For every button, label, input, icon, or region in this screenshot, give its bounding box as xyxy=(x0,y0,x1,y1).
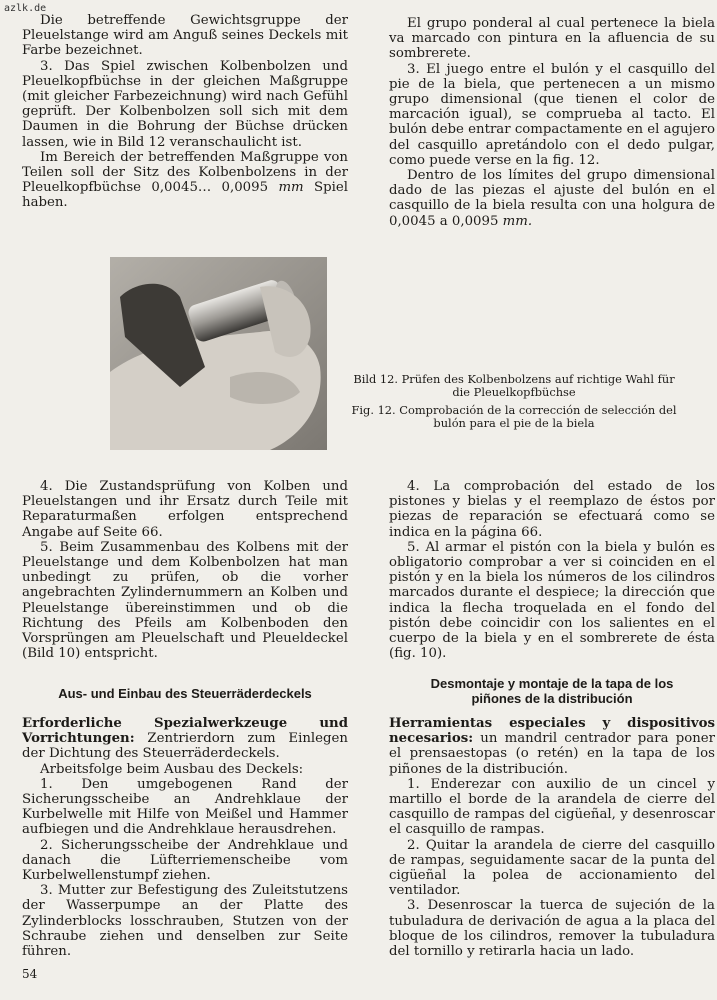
paragraph: 5. Al armar el pistón con la biela y bulón es obligatorio comprobar a ver si coinciden en el pistón y en la biela los números de los cilindros marcados durante el despiece; la dirección que indica la flecha troquelada en el fondo del pistón debe coincidir con los salientes en el cuerpo de la biela y en el sombrerete de ésta (fig. 10). xyxy=(389,539,715,662)
tools-paragraph: Erforderliche Spezialwerkzeuge und Vorrichtungen: Zentrierdorn zum Einlegen der Dichtung des Steuerräderdeckels. xyxy=(22,716,348,762)
top-right-text xyxy=(389,16,715,229)
watermark: azlk.de xyxy=(4,3,47,14)
paragraph: Arbeitsfolge beim Ausbau des Deckels: xyxy=(40,761,304,777)
paragraph: 3. Mutter zur Befestigung des Zuleitstutzens der Wasserpumpe an der Platte des Zylinderblocks losschrauben, Stutzen von der Schraube ziehen und denselben zur Seite führen. xyxy=(22,883,348,960)
paragraph: 4. Die Zustandsprüfung von Kolben und Pleuelstangen und ihr Ersatz durch Teile mit Reparaturmaßen erfolgen entsprechend Angabe auf Seite 66. xyxy=(22,479,348,540)
section-left xyxy=(22,686,348,959)
paragraph: Dentro de los límites del grupo dimensional dado de las piezas el ajuste del bulón en el casquillo de la biela resulta con una holgura de 0,0045 a 0,0095 mm. xyxy=(389,168,715,229)
section-heading: Desmontaje y montaje de la tapa de los piñones de la distribución xyxy=(430,676,674,706)
figure-photo xyxy=(110,257,327,450)
section-right xyxy=(389,676,715,959)
mid-right-text xyxy=(389,479,715,661)
paragraph: Im Bereich der betreffenden Maßgruppe von Teilen soll der Sitz des Kolbenbolzens in der Pleuelkopfbüchse 0,0045… 0,0095 mm Spiel haben. xyxy=(22,149,349,211)
paragraph: 4. La comprobación del estado de los pistones y bielas y el reemplazo de éstos por piezas de reparación se efectuará como se indica en la página 66. xyxy=(389,479,715,540)
paragraph: 3. El juego entre el bulón y el casquillo del pie de la biela, que pertenecen a un mismo grupo dimensional (que tienen el color de marcación igual), se comprueba al tacto. El bulón debe entrar compactamente en el agujero del casquillo apretándolo con el dedo pulgar, como puede verse en la fig. 12. xyxy=(389,61,715,168)
section-heading: Aus- und Einbau des Steuerräderdeckels xyxy=(58,686,312,701)
paragraph: 3. Das Spiel zwischen Kolbenbolzen und Pleuelkopfbüchse in der gleichen Maßgruppe (mit gleicher Farbezeichnung) wird nach Gefühl geprüft. Der Kolbenbolzen soll sich mit dem Daumen in die Bohrung der Büchse drücken lassen, wie in Bild 12 veranschaulicht ist. xyxy=(22,58,348,150)
hand-piston-pin-illustration xyxy=(110,257,327,450)
paragraph: 3. Desenroscar la tuerca de sujeción de la tubuladura de derivación de agua a la placa del bloque de los cilindros, remover la tubuladura del tornillo y retirarla hacia un lado. xyxy=(389,898,715,960)
mid-left-text xyxy=(22,479,348,661)
paragraph: El grupo ponderal al cual pertenece la biela va marcado con pintura en la afluencia de su sombrerete. xyxy=(389,16,715,62)
top-left-text xyxy=(22,13,348,211)
paragraph: Die betreffende Gewichtsgruppe der Pleuelstange wird am Anguß seines Deckels mit Farbe bezeichnet. xyxy=(22,13,348,59)
page-number: 54 xyxy=(22,967,38,981)
paragraph: 5. Beim Zusammenbau des Kolbens mit der Pleuelstange und dem Kolbenbolzen hat man unbedingt zu prüfen, ob die vorher angebrachten Zylindernummern an Kolben und Pleuelstange übereinstimmen und ob die Richtung des Pfeils am Kolbenboden den Vorsprüngen am Pleuelschaft und Pleueldeckel (Bild 10) entspricht. xyxy=(22,539,348,662)
paragraph: 2. Sicherungsscheibe der Andrehklaue und danach die Lüfterriemenscheibe vom Kurbelwellenstumpf ziehen. xyxy=(22,837,348,884)
tools-paragraph: Herramientas especiales y dispositivos necesarios: un mandril centrador para poner el prensaestopas (o retén) en la tapa de los piñones de la distribución. xyxy=(389,716,716,777)
paragraph: 1. Enderezar con auxilio de un cincel y martillo el borde de la arandela de cierre del casquillo de rampas del cigüeñal, y desenroscar el casquillo de rampas. xyxy=(389,776,715,838)
figure-caption-german: Bild 12. Prüfen des Kolbenbolzens auf richtige Wahl für die Pleuelkopfbüchse xyxy=(353,372,675,399)
paragraph: 1. Den umgebogenen Rand der Sicherungsscheibe an Andrehklaue der Kurbelwelle mit Hilfe von Meißel und Hammer aufbiegen und die Andrehklaue herausdrehen. xyxy=(22,776,348,838)
paragraph: 2. Quitar la arandela de cierre del casquillo de rampas, seguidamente sacar de la punta del cigüeñal la polea de accionamiento del ventilador. xyxy=(389,837,715,899)
figure-caption-spanish: Fig. 12. Comprobación de la corrección de selección del bulón para el pie de la biela xyxy=(351,403,677,430)
